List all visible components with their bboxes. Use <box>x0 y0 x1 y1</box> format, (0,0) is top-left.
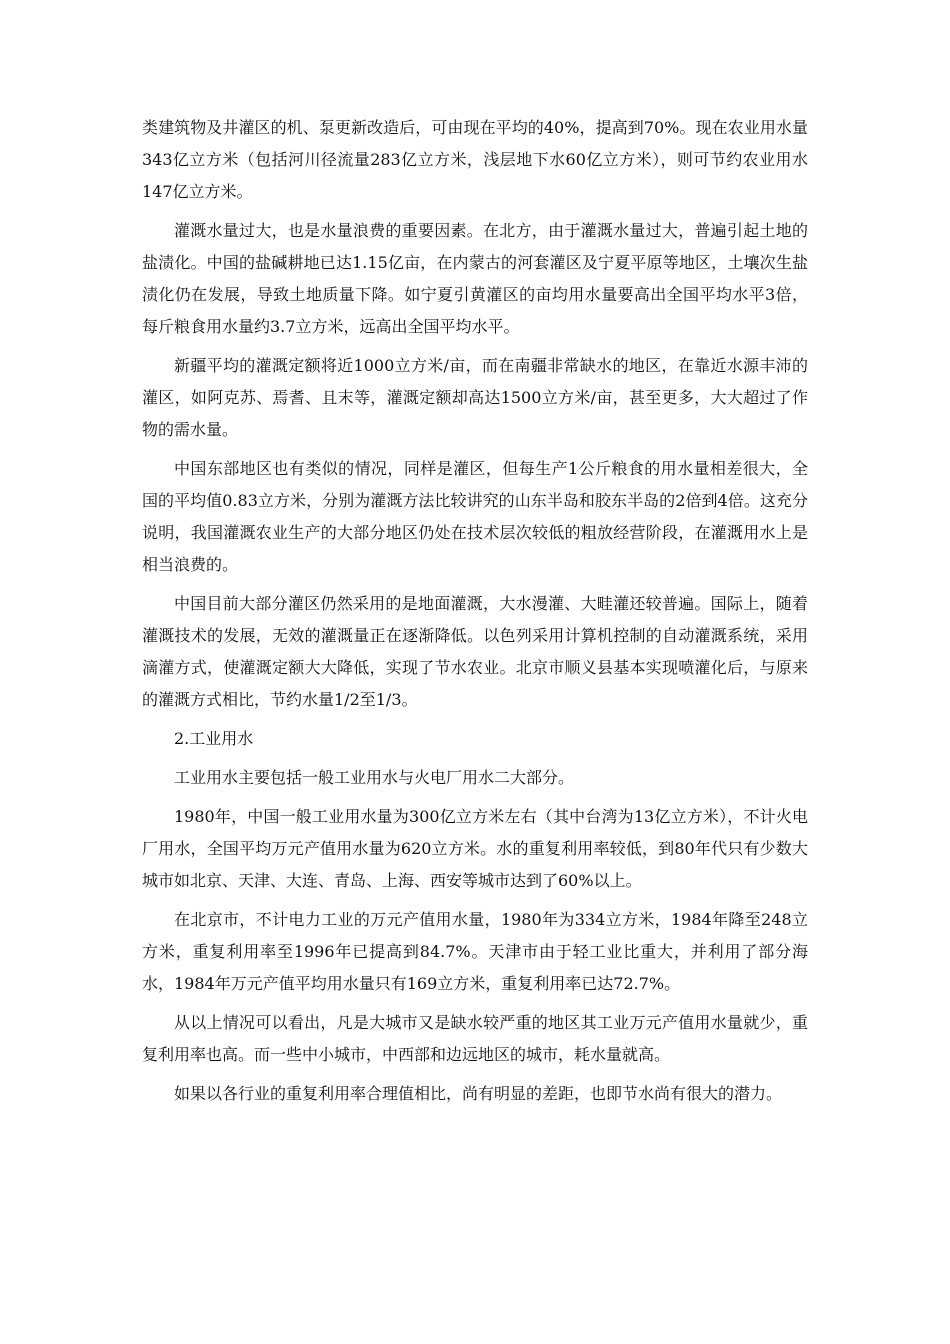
paragraph-potential: 如果以各行业的重复利用率合理值相比，尚有明显的差距，也即节水尚有很大的潜力。 <box>174 1084 783 1103</box>
paragraph-surface-irrigation: 中国目前大部分灌区仍然采用的是地面灌溉，大水漫灌、大畦灌还较普遍。国际上，随着灌溉技术的发展，无效的灌溉量正在逐渐降低。以色列采用计算机控制的自动灌溉系统，采用滴灌方式，使灌溉定额大大降低，实现了节水农业。北京市顺义县基本实现喷灌化后，与原来的灌溉方式相比，节约水量1/2至1/3。 <box>142 594 808 709</box>
section-heading-industrial-water: 2.工业用水 <box>174 729 254 748</box>
paragraph-1980-industrial: 1980年，中国一般工业用水量为300亿立方米左右（其中台湾为13亿立方米），不计火电厂用水，全国平均万元产值用水量为620立方米。水的重复利用率较低，到80年代只有少数大城市如北京、天津、大连、青岛、上海、西安等城市达到了60%以上。 <box>142 807 808 890</box>
document-body <box>142 112 808 1117</box>
paragraph-industrial-intro: 工业用水主要包括一般工业用水与火电厂用水二大部分。 <box>174 768 575 787</box>
paragraph-eastern-china: 中国东部地区也有类似的情况，同样是灌区，但每生产1公斤粮食的用水量相差很大，全国的平均值0.83立方米，分别为灌溉方法比较讲究的山东半岛和胶东半岛的2倍到4倍。这充分说明，我国灌溉农业生产的大部分地区仍处在技术层次较低的粗放经营阶段，在灌溉用水上是相当浪费的。 <box>142 459 808 574</box>
paragraph-xinjiang: 新疆平均的灌溉定额将近1000立方米/亩，而在南疆非常缺水的地区，在靠近水源丰沛的灌区，如阿克苏、焉耆、且末等，灌溉定额却高达1500立方米/亩，甚至更多，大大超过了作物的需水量。 <box>142 356 808 439</box>
paragraph-irrigation-excess: 灌溉水量过大，也是水量浪费的重要因素。在北方，由于灌溉水量过大，普遍引起土地的盐渍化。中国的盐碱耕地已达1.15亿亩，在内蒙古的河套灌区及宁夏平原等地区，土壤次生盐渍化仍在发展，导致土地质量下降。如宁夏引黄灌区的亩均用水量要高出全国平均水平3倍，每斤粮食用水量约3.7立方米，远高出全国平均水平。 <box>142 221 808 336</box>
paragraph-continuation: 类建筑物及井灌区的机、泵更新改造后，可由现在平均的40%，提高到70%。现在农业用水量343亿立方米（包括河川径流量283亿立方米，浅层地下水60亿立方米），则可节约农业用水147亿立方米。 <box>142 118 808 201</box>
paragraph-conclusion: 从以上情况可以看出，凡是大城市又是缺水较严重的地区其工业万元产值用水量就少，重复利用率也高。而一些中小城市，中西部和边远地区的城市，耗水量就高。 <box>142 1013 808 1064</box>
paragraph-beijing-tianjin: 在北京市，不计电力工业的万元产值用水量，1980年为334立方米，1984年降至248立方米，重复利用率至1996年已提高到84.7%。天津市由于轻工业比重大，并利用了部分海水，1984年万元产值平均用水量只有169立方米，重复利用率已达72.7%。 <box>142 910 808 993</box>
